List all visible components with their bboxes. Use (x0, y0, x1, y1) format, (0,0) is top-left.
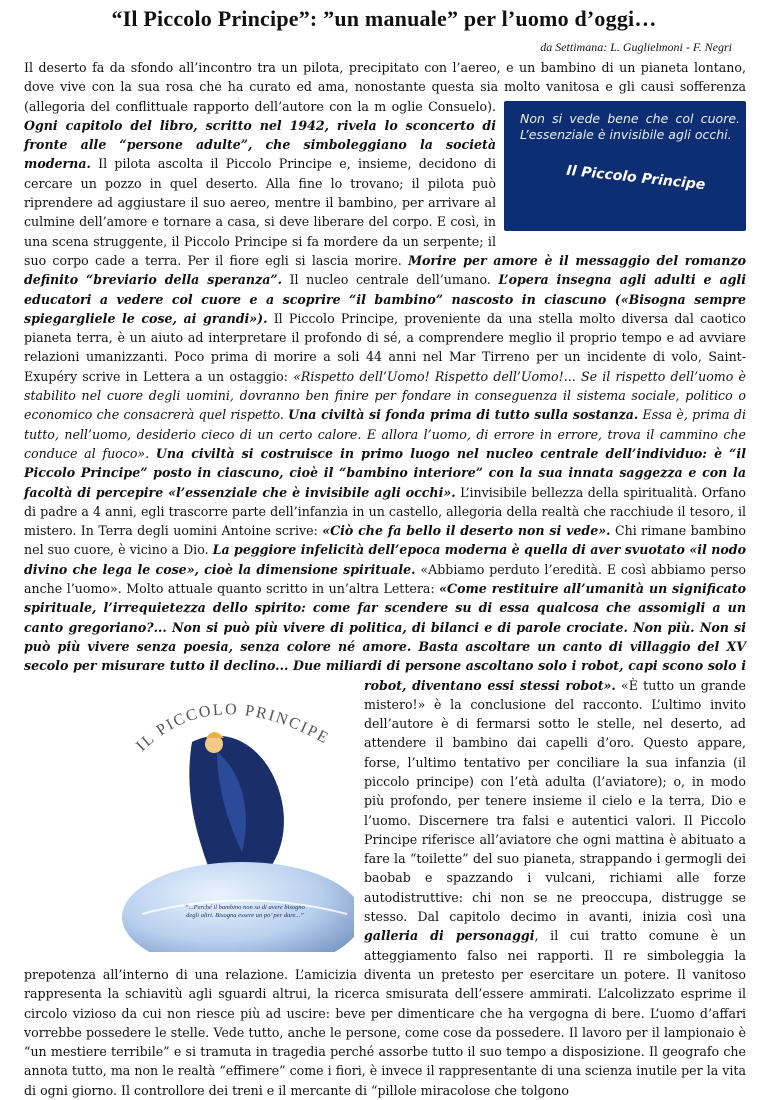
text-run: , il cui tratto comune è un atteggiamento falso nei rapporti. Il re simboleggia la prepotenza all’interno di una relazione. L’amicizia diventa un pretesto per esercitare un potere. Il vanitoso rappresenta la schiavitù agli sguardi altrui, la ricerca smisurata dell’essere ammirati. L’alcolizzato esprime il circolo vizioso da cui non riesce più ad uscire: beve per dimenticare che ha vergogna di bere. L’uomo d’affari vorrebbe possedere le stelle. Vede tutto, anche le persone, come cose da possedere. Il lavoro per il lampionaio è “un mestiere terribile” e si tramuta in tragedia perché assorbe tutto il suo tempo a disposizione. Il geografo che annota tutto, ma non le realtà “effimere” come i fiori, è invece il rappresentante di una scienza inutile per la vita di ogni giorno. Il controllore dei treni e il mercante di “pillole miracolose che tolgono (24, 928, 746, 1098)
bold-phrase: L’opera insegna agli adulti e agli educatori a vedere col cuore e a scoprire “il bambino” nascosto in ciascuno («Bisogna sempre spiegargliele le cose, ai grandi»). (24, 272, 746, 326)
text-run: «Abbiamo perduto l’eredità. E così abbiamo perso anche l’uomo». Molto attuale quanto scritto in un’altra Lettera: (24, 561, 746, 597)
text-run: Il deserto fa da sfondo all’incontro tra un pilota, precipitato con l’aereo, e un bambino di un pianeta lontano, dove vive con la sua rosa che ha curato ed ama, nonostante questa sia molto vanitosa e gli causi sofferenza (allegoria del conflittuale rapporto dell’autore con la m oglie Consuelo). (24, 60, 746, 114)
bold-phrase: «Ciò che fa bello il deserto non si vede». (322, 523, 611, 539)
text-run: Chi rimane bambino nel suo cuore, è vicino a Dio. (24, 523, 746, 558)
article-title: “Il Piccolo Principe”: ”un manuale” per l’uomo d’oggi… (111, 6, 657, 31)
little-prince-illustration (122, 682, 354, 952)
bold-phrase: Una civiltà si fonda prima di tutto sulla sostanza. (288, 407, 639, 423)
text-run: L’invisibile bellezza della spiritualità. Orfano di padre a 4 anni, egli trascorre parte dell’infanzia in un castello, allegoria della realtà che racchiude il tesoro, il mistero. In Terra degli uomini Antoine scrive: (24, 484, 747, 539)
bold-phrase: Morire per amore è il messaggio del romanzo definito “breviario della speranza”. (24, 252, 746, 288)
bold-phrase: Una civiltà si costruisce in primo luogo nel nucleo centrale dell’individuo: è “il Piccolo Principe” posto in ciascuno, cioè il “bambino interiore” con la sua innata saggezza e con la facoltà di percepire «l’essenziale che è invisibile agli occhi». (24, 445, 746, 500)
arc-title: IL PICCOLO PRINCIPE (133, 700, 333, 755)
article-byline: da Settimana: L. Guglielmoni - F. Negri (540, 40, 732, 54)
article-body (24, 58, 746, 1100)
bold-phrase: «Come restituire all’umanità un significato spirituale, l’irrequietezza dello spirito: come far scendere su di essa qualcosa che assomigli a un canto gregoriano?... Non si può più vivere di politica, di bilanci e di parole crociate. Non più. Non si può più vivere senza poesia, senza colore né amore. Basta ascoltare un canto di villaggio del XV secolo per misurare tutto il declino... Due miliardi di persone ascoltano solo i robot, capi scono solo i robot, diventano essi stessi robot». (24, 581, 746, 693)
text-run: Il nucleo centrale dell’umano. (282, 272, 499, 288)
article-paragraph (24, 58, 746, 1100)
quote-illustration (504, 101, 746, 231)
text-run: Il pilota ascolta il Piccolo Principe e, insieme, decidono di cercare un pozzo in quel deserto. Alla fine lo trovano; il pilota può riprendere ad aggiustare il suo aereo, mentre il bambino, per arrivare al culmine dell’amore e tornare a casa, si deve liberare del corpo. E così, in una scena struggente, il Piccolo Principe si fa mordere da un serpente; il suo corpo cade a terra. Per il fiore egli si lascia morire. (24, 156, 496, 268)
italic-quote: «Rispetto dell’Uomo! Rispetto dell’Uomo!... Se il rispetto dell’uomo è stabilito nel cuore degli uomini, dovranno ben finire per fondare in conseguenza il sistema sociale, politico o economico che consacrerà quel rispetto. (24, 368, 746, 423)
italic-quote: Essa è, prima di tutto, nell’uomo, desiderio cieco di un certo calore. E allora l’uomo, di errore in errore, trova il cammino che conduce al fuoco». (24, 407, 746, 461)
little-prince-drawing (122, 682, 354, 952)
text-run: «È tutto un grande mistero!» è la conclusione del racconto. L’ultimo invito dell’autore è di fermarsi sotto le stelle, nel deserto, ad attendere il bambino dai capelli d’oro. Questo appare, forse, l’ultimo tentativo per conciliare la sua infanzia (il piccolo principe) con l’età adulta (l’aviatore); o, in modo più profondo, per tenere insieme il cielo e la terra, Dio e l’uomo. Discernere tra falsi e autentici valori. Il Piccolo Principe riferisce all’aviatore che ogni mattina è abituato a fare la “toilette” del suo pianeta, strappando i germogli dei baobab e spazzando i vulcani, richiami alle forze autodistruttive: chi non se ne preoccupa, distrugge se stesso. Dal capitolo decimo in avanti, inizia così una (364, 677, 746, 925)
quote-area (180, 904, 310, 948)
illustration-quote: “...Perché il bambino non sa di avere bisogno degli altri. Bisogna essere un po’ per dare...” (185, 903, 305, 919)
golden-hair (206, 732, 224, 738)
bold-phrase: Ogni capitolo del libro, scritto nel 1942, rivela lo sconcerto di fronte alle “persone adulte”, che simboleggiano la società moderna. (24, 117, 496, 172)
handwritten-signature: Il Piccolo Principe (565, 162, 707, 193)
handwritten-quote: Non si vede bene che col cuore. L’essenziale è invisibile agli occhi. (520, 110, 740, 142)
text-run: Il Piccolo Principe, proveniente da una stella molto diversa dal caotico pianeta terra, è un aiuto ad interpretare il profondo di sé, a comprendere meglio il proprio tempo e ad avviare relazioni umanizzanti. Poco prima di morire a soli 44 anni nel Mar Tirreno per un incidente di volo, Saint-Exupéry scrive in Lettera a un ostaggio: (24, 310, 746, 384)
bold-phrase: La peggiore infelicità dell’epoca moderna è quella di aver svuotato «il nodo divino che lega le cose», cioè la dimensione spirituale. (24, 542, 747, 577)
bold-phrase: galleria di personaggi (364, 928, 535, 944)
